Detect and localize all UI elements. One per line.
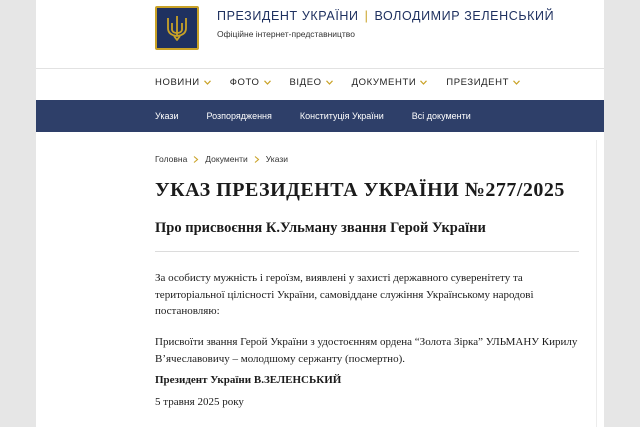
content-border bbox=[596, 140, 597, 427]
decree-preamble: За особисту мужність і героїзм, виявлені у захисті державного суверенітету та територіальної цілісності України, самовіддане служіння Українському народові постановляю: bbox=[155, 272, 534, 317]
sub-nav bbox=[36, 100, 604, 132]
sub-nav-orders[interactable]: Розпорядження bbox=[206, 111, 272, 121]
title-separator: | bbox=[364, 9, 369, 23]
site-title[interactable] bbox=[217, 9, 554, 23]
sub-nav-all-documents[interactable]: Всі документи bbox=[411, 111, 471, 121]
main-nav-item-video[interactable] bbox=[290, 77, 333, 88]
trident-icon bbox=[165, 14, 189, 42]
chevron-down-icon bbox=[326, 80, 333, 85]
main-nav-item-documents[interactable] bbox=[352, 77, 428, 88]
chevron-right-icon bbox=[193, 156, 199, 163]
main-nav-label: ПРЕЗИДЕНТ bbox=[446, 77, 509, 88]
main-nav-label: НОВИНИ bbox=[155, 77, 200, 88]
chevron-down-icon bbox=[513, 80, 520, 85]
site-title-name: ВОЛОДИМИР ЗЕЛЕНСЬКИЙ bbox=[374, 9, 555, 23]
page-frame bbox=[36, 0, 604, 427]
page-subtitle: Про присвоєння К.Ульману звання Герой України bbox=[155, 220, 486, 236]
main-nav-label: ДОКУМЕНТИ bbox=[351, 77, 417, 88]
main-nav-label: ФОТО bbox=[229, 77, 260, 88]
main-nav-item-news[interactable] bbox=[155, 77, 211, 88]
header-divider bbox=[36, 68, 604, 69]
main-nav-label: ВІДЕО bbox=[289, 77, 322, 88]
main-nav-item-photo[interactable] bbox=[230, 77, 271, 88]
site-title-president: ПРЕЗИДЕНТ УКРАЇНИ bbox=[217, 9, 359, 23]
chevron-down-icon bbox=[420, 80, 427, 85]
sub-nav-decrees[interactable]: Укази bbox=[155, 111, 179, 121]
decree-date: 5 травня 2025 року bbox=[155, 396, 244, 408]
breadcrumb-home[interactable]: Головна bbox=[155, 154, 188, 164]
decree-body: Присвоїти звання Герой України з удостоєнням ордена “Золота Зірка” УЛЬМАНУ Кирилу В’ячеславовичу – молодшому сержанту (посмертно). bbox=[155, 336, 578, 365]
decree-signature: Президент України В.ЗЕЛЕНСЬКИЙ bbox=[155, 374, 342, 386]
chevron-down-icon bbox=[204, 80, 211, 85]
breadcrumb bbox=[155, 154, 288, 164]
main-nav-item-president[interactable] bbox=[446, 77, 520, 88]
site-logo[interactable] bbox=[155, 6, 199, 50]
chevron-right-icon bbox=[254, 156, 260, 163]
content-divider bbox=[155, 251, 579, 252]
site-subtitle: Офіційне інтернет-представництво bbox=[217, 29, 355, 39]
page-title: УКАЗ ПРЕЗИДЕНТА УКРАЇНИ №277/2025 bbox=[155, 179, 565, 201]
chevron-down-icon bbox=[264, 80, 271, 85]
breadcrumb-decrees[interactable]: Укази bbox=[265, 154, 288, 164]
sub-nav-constitution[interactable]: Конституція України bbox=[299, 111, 384, 121]
breadcrumb-documents[interactable]: Документи bbox=[205, 154, 248, 164]
main-nav bbox=[155, 77, 539, 88]
